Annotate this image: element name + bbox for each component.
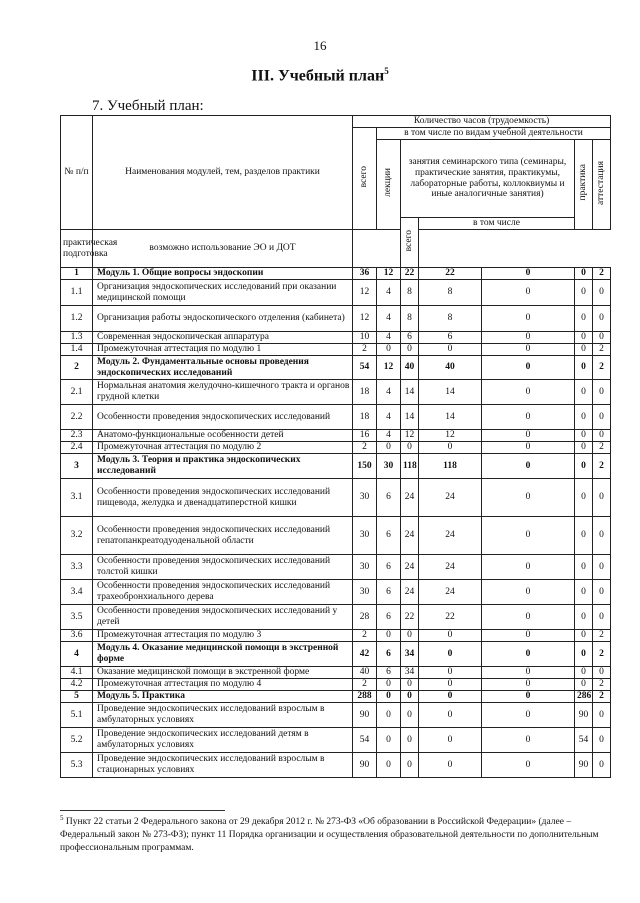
row-total: 42	[353, 642, 377, 667]
row-lectures: 4	[377, 380, 401, 405]
row-attestation: 0	[593, 667, 611, 679]
row-attestation: 2	[593, 268, 611, 280]
header-practice-text: практика	[578, 164, 589, 201]
table-row	[61, 667, 611, 679]
row-practice: 0	[575, 332, 593, 344]
footnote-divider	[60, 810, 225, 811]
section-title	[0, 66, 640, 85]
table-row	[61, 380, 611, 405]
row-attestation: 0	[593, 430, 611, 442]
row-total: 30	[353, 479, 377, 517]
row-name: Проведение эндоскопических исследований взрослым в стационарных условиях	[93, 753, 353, 778]
row-lectures: 4	[377, 405, 401, 430]
row-seminar-total: 12	[401, 430, 419, 442]
row-practical-training: 0	[419, 344, 482, 356]
row-total: 2	[353, 679, 377, 691]
row-seminar-total: 34	[401, 667, 419, 679]
row-name: Модуль 2. Фундаментальные основы проведения эндоскопических исследований	[93, 356, 353, 380]
row-eo-dot: 0	[482, 332, 575, 344]
row-total: 90	[353, 753, 377, 778]
row-seminar-total: 6	[401, 332, 419, 344]
table-header	[61, 116, 611, 268]
row-attestation: 2	[593, 679, 611, 691]
row-name: Оказание медицинской помощи в экстренной форме	[93, 667, 353, 679]
row-practical-training: 12	[419, 430, 482, 442]
row-practical-training: 118	[419, 454, 482, 479]
row-attestation: 0	[593, 605, 611, 630]
row-attestation: 2	[593, 442, 611, 454]
table-row	[61, 703, 611, 728]
row-attestation: 0	[593, 479, 611, 517]
row-total: 18	[353, 405, 377, 430]
row-eo-dot: 0	[482, 430, 575, 442]
row-total: 30	[353, 517, 377, 555]
row-practical-training: 14	[419, 405, 482, 430]
curriculum-table	[60, 115, 611, 778]
row-total: 54	[353, 728, 377, 753]
row-eo-dot: 0	[482, 454, 575, 479]
row-practical-training: 0	[419, 442, 482, 454]
row-attestation: 2	[593, 344, 611, 356]
row-seminar-total: 0	[401, 679, 419, 691]
row-lectures: 0	[377, 630, 401, 642]
row-lectures: 0	[377, 691, 401, 703]
row-total: 10	[353, 332, 377, 344]
row-total: 30	[353, 555, 377, 580]
row-name: Промежуточная аттестация по модулю 1	[93, 344, 353, 356]
row-num: 1.1	[61, 280, 93, 306]
table-row	[61, 753, 611, 778]
row-practice: 0	[575, 630, 593, 642]
row-name: Нормальная анатомия желудочно-кишечного тракта и органов грудной клетки	[93, 380, 353, 405]
row-eo-dot: 0	[482, 517, 575, 555]
row-eo-dot: 0	[482, 356, 575, 380]
row-attestation: 0	[593, 703, 611, 728]
row-eo-dot: 0	[482, 667, 575, 679]
row-num: 3.1	[61, 479, 93, 517]
row-lectures: 30	[377, 454, 401, 479]
table-row	[61, 555, 611, 580]
header-eo-dot: возможно использование ЭО и ДОТ	[93, 230, 353, 268]
table-body	[61, 268, 611, 778]
header-lectures-text: лекции	[383, 168, 394, 198]
row-practice: 0	[575, 442, 593, 454]
row-eo-dot: 0	[482, 479, 575, 517]
table-row	[61, 442, 611, 454]
header-sem-total	[401, 218, 419, 268]
row-practical-training: 0	[419, 642, 482, 667]
row-eo-dot: 0	[482, 555, 575, 580]
row-practical-training: 24	[419, 479, 482, 517]
row-practice: 0	[575, 356, 593, 380]
row-num: 3.5	[61, 605, 93, 630]
row-num: 2	[61, 356, 93, 380]
row-attestation: 0	[593, 405, 611, 430]
row-num: 1.4	[61, 344, 93, 356]
row-practice: 0	[575, 667, 593, 679]
row-lectures: 0	[377, 344, 401, 356]
row-num: 3.3	[61, 555, 93, 580]
row-seminar-total: 24	[401, 517, 419, 555]
row-lectures: 6	[377, 479, 401, 517]
row-name: Промежуточная аттестация по модулю 2	[93, 442, 353, 454]
footnote-text: Пункт 22 статьи 2 Федерального закона от 29 декабря 2012 г. № 273-ФЗ «Об образовании в Российской Федерации» (далее – Федеральный закон № 273-ФЗ); пункт 11 Порядка организации и осуществления образовательной деятельности по дополнительным профессиональным программам.	[60, 817, 599, 853]
table-row	[61, 605, 611, 630]
row-total: 40	[353, 667, 377, 679]
table-row	[61, 332, 611, 344]
row-num: 2.1	[61, 380, 93, 405]
row-practical-training: 0	[419, 630, 482, 642]
row-eo-dot: 0	[482, 703, 575, 728]
row-total: 16	[353, 430, 377, 442]
header-practical-training: практическая подготовка	[61, 230, 93, 268]
row-num: 1	[61, 268, 93, 280]
table-row	[61, 517, 611, 555]
module-row	[61, 691, 611, 703]
row-num: 5.3	[61, 753, 93, 778]
row-total: 288	[353, 691, 377, 703]
row-lectures: 6	[377, 555, 401, 580]
table-row	[61, 728, 611, 753]
row-practice: 0	[575, 344, 593, 356]
row-eo-dot: 0	[482, 380, 575, 405]
row-attestation: 0	[593, 753, 611, 778]
table-row	[61, 479, 611, 517]
row-seminar-total: 40	[401, 356, 419, 380]
row-attestation: 0	[593, 555, 611, 580]
row-seminar-total: 8	[401, 306, 419, 332]
row-lectures: 6	[377, 642, 401, 667]
row-eo-dot: 0	[482, 280, 575, 306]
row-practice: 90	[575, 753, 593, 778]
row-name: Особенности проведения эндоскопических исследований у детей	[93, 605, 353, 630]
row-attestation: 0	[593, 728, 611, 753]
row-name: Модуль 5. Практика	[93, 691, 353, 703]
header-total-text: всего	[359, 165, 370, 188]
row-lectures: 0	[377, 728, 401, 753]
row-lectures: 0	[377, 442, 401, 454]
row-attestation: 0	[593, 380, 611, 405]
row-eo-dot: 0	[482, 268, 575, 280]
row-attestation: 2	[593, 630, 611, 642]
row-lectures: 6	[377, 605, 401, 630]
table-row	[61, 405, 611, 430]
row-practice: 54	[575, 728, 593, 753]
row-attestation: 2	[593, 454, 611, 479]
row-practice: 90	[575, 703, 593, 728]
row-num: 4.1	[61, 667, 93, 679]
row-name: Промежуточная аттестация по модулю 4	[93, 679, 353, 691]
row-lectures: 0	[377, 679, 401, 691]
row-name: Особенности проведения эндоскопических исследований пищевода, желудка и двенадцатиперстной кишки	[93, 479, 353, 517]
row-practical-training: 24	[419, 555, 482, 580]
row-practical-training: 8	[419, 306, 482, 332]
row-practice: 0	[575, 642, 593, 667]
row-practice: 0	[575, 555, 593, 580]
row-practical-training: 22	[419, 605, 482, 630]
row-practice: 0	[575, 517, 593, 555]
row-name: Особенности проведения эндоскопических исследований толстой кишки	[93, 555, 353, 580]
row-num: 5.1	[61, 703, 93, 728]
row-lectures: 4	[377, 332, 401, 344]
row-name: Модуль 4. Оказание медицинской помощи в экстренной форме	[93, 642, 353, 667]
row-num: 3	[61, 454, 93, 479]
row-eo-dot: 0	[482, 306, 575, 332]
row-practical-training: 14	[419, 380, 482, 405]
row-num: 2.4	[61, 442, 93, 454]
row-num: 4.2	[61, 679, 93, 691]
row-lectures: 6	[377, 667, 401, 679]
row-lectures: 4	[377, 430, 401, 442]
row-eo-dot: 0	[482, 405, 575, 430]
row-practice: 0	[575, 605, 593, 630]
row-name: Модуль 3. Теория и практика эндоскопических исследований	[93, 454, 353, 479]
row-total: 2	[353, 344, 377, 356]
row-practical-training: 0	[419, 679, 482, 691]
row-attestation: 2	[593, 356, 611, 380]
row-seminar-total: 0	[401, 344, 419, 356]
row-name: Организация работы эндоскопического отделения (кабинета)	[93, 306, 353, 332]
row-num: 4	[61, 642, 93, 667]
page-number: 16	[313, 38, 327, 53]
row-practice: 286	[575, 691, 593, 703]
row-eo-dot: 0	[482, 442, 575, 454]
row-attestation: 0	[593, 580, 611, 605]
module-row	[61, 642, 611, 667]
row-eo-dot: 0	[482, 605, 575, 630]
row-total: 2	[353, 630, 377, 642]
section-footnote-mark: 5	[384, 66, 389, 76]
row-practical-training: 6	[419, 332, 482, 344]
header-practice	[575, 140, 593, 230]
row-attestation: 0	[593, 332, 611, 344]
row-lectures: 0	[377, 703, 401, 728]
row-num: 1.3	[61, 332, 93, 344]
row-total: 30	[353, 580, 377, 605]
footnote-mark: 5	[60, 814, 64, 822]
row-name: Особенности проведения эндоскопических исследований гепатопанкреатодуоденальной области	[93, 517, 353, 555]
row-practical-training: 0	[419, 667, 482, 679]
header-by-activity: в том числе по видам учебной деятельности	[377, 128, 611, 140]
row-lectures: 0	[377, 753, 401, 778]
row-seminar-total: 0	[401, 691, 419, 703]
row-lectures: 12	[377, 356, 401, 380]
table-row	[61, 430, 611, 442]
header-name: Наименования модулей, тем, разделов практики	[93, 116, 353, 230]
row-total: 2	[353, 442, 377, 454]
header-sem-total-text: всего	[404, 229, 415, 252]
row-num: 2.2	[61, 405, 93, 430]
header-including: в том числе	[419, 218, 575, 230]
row-eo-dot: 0	[482, 642, 575, 667]
table-row	[61, 679, 611, 691]
header-num: № п/п	[61, 116, 93, 230]
header-hours: Количество часов (трудоемкость)	[353, 116, 611, 128]
row-name: Проведение эндоскопических исследований детям в амбулаторных условиях	[93, 728, 353, 753]
table-row	[61, 306, 611, 332]
row-name: Особенности проведения эндоскопических исследований трахеобронхиального дерева	[93, 580, 353, 605]
row-num: 2.3	[61, 430, 93, 442]
row-attestation: 2	[593, 642, 611, 667]
row-name: Проведение эндоскопических исследований взрослым в амбулаторных условиях	[93, 703, 353, 728]
header-seminar: занятия семинарского типа (семинары, практические занятия, практикумы, лабораторные работы, коллоквиумы и иные аналогичные занятия)	[401, 140, 575, 218]
row-practical-training: 24	[419, 580, 482, 605]
row-practice: 0	[575, 454, 593, 479]
row-practice: 0	[575, 405, 593, 430]
row-name: Особенности проведения эндоскопических исследований	[93, 405, 353, 430]
row-eo-dot: 0	[482, 753, 575, 778]
row-name: Анатомо-функциональные особенности детей	[93, 430, 353, 442]
row-lectures: 6	[377, 580, 401, 605]
table-row	[61, 580, 611, 605]
row-practical-training: 8	[419, 280, 482, 306]
row-seminar-total: 0	[401, 703, 419, 728]
row-num: 5	[61, 691, 93, 703]
row-seminar-total: 24	[401, 555, 419, 580]
row-name: Современная эндоскопическая аппаратура	[93, 332, 353, 344]
row-name: Промежуточная аттестация по модулю 3	[93, 630, 353, 642]
row-eo-dot: 0	[482, 580, 575, 605]
row-total: 90	[353, 703, 377, 728]
row-practical-training: 40	[419, 356, 482, 380]
header-lectures	[377, 140, 401, 230]
row-total: 18	[353, 380, 377, 405]
row-practical-training: 22	[419, 268, 482, 280]
row-practice: 0	[575, 430, 593, 442]
row-seminar-total: 0	[401, 630, 419, 642]
row-attestation: 0	[593, 280, 611, 306]
row-total: 36	[353, 268, 377, 280]
row-seminar-total: 22	[401, 605, 419, 630]
row-lectures: 12	[377, 268, 401, 280]
row-total: 54	[353, 356, 377, 380]
section-title-text: III. Учебный план	[251, 67, 385, 85]
row-seminar-total: 14	[401, 380, 419, 405]
row-seminar-total: 0	[401, 442, 419, 454]
table-row	[61, 344, 611, 356]
row-practice: 0	[575, 479, 593, 517]
module-row	[61, 356, 611, 380]
row-total: 150	[353, 454, 377, 479]
row-practice: 0	[575, 380, 593, 405]
row-num: 1.2	[61, 306, 93, 332]
row-num: 5.2	[61, 728, 93, 753]
row-total: 12	[353, 306, 377, 332]
row-num: 3.2	[61, 517, 93, 555]
row-seminar-total: 0	[401, 753, 419, 778]
plan-subtitle: 7. Учебный план:	[92, 98, 204, 114]
row-seminar-total: 24	[401, 580, 419, 605]
row-practical-training: 0	[419, 728, 482, 753]
row-seminar-total: 34	[401, 642, 419, 667]
row-practice: 0	[575, 679, 593, 691]
table-row	[61, 630, 611, 642]
header-attestation-text: аттестация	[596, 160, 607, 205]
row-name: Организация эндоскопических исследований при оказании медицинской помощи	[93, 280, 353, 306]
row-eo-dot: 0	[482, 679, 575, 691]
row-num: 3.4	[61, 580, 93, 605]
row-eo-dot: 0	[482, 691, 575, 703]
row-eo-dot: 0	[482, 728, 575, 753]
row-practice: 0	[575, 280, 593, 306]
row-seminar-total: 0	[401, 728, 419, 753]
row-lectures: 4	[377, 280, 401, 306]
module-row	[61, 454, 611, 479]
row-total: 12	[353, 280, 377, 306]
table-row	[61, 280, 611, 306]
row-num: 3.6	[61, 630, 93, 642]
row-lectures: 6	[377, 517, 401, 555]
row-attestation: 2	[593, 691, 611, 703]
header-attestation	[593, 140, 611, 230]
row-practical-training: 0	[419, 691, 482, 703]
row-eo-dot: 0	[482, 344, 575, 356]
row-seminar-total: 22	[401, 268, 419, 280]
header-total	[353, 128, 377, 230]
footnote	[60, 814, 616, 855]
row-practical-training: 0	[419, 753, 482, 778]
row-practical-training: 0	[419, 703, 482, 728]
row-practice: 0	[575, 580, 593, 605]
row-practice: 0	[575, 306, 593, 332]
row-seminar-total: 24	[401, 479, 419, 517]
row-eo-dot: 0	[482, 630, 575, 642]
row-lectures: 4	[377, 306, 401, 332]
row-attestation: 0	[593, 517, 611, 555]
row-total: 28	[353, 605, 377, 630]
row-practice: 0	[575, 268, 593, 280]
module-row	[61, 268, 611, 280]
row-seminar-total: 8	[401, 280, 419, 306]
row-seminar-total: 14	[401, 405, 419, 430]
row-name: Модуль 1. Общие вопросы эндоскопии	[93, 268, 353, 280]
row-practical-training: 24	[419, 517, 482, 555]
row-attestation: 0	[593, 306, 611, 332]
row-seminar-total: 118	[401, 454, 419, 479]
